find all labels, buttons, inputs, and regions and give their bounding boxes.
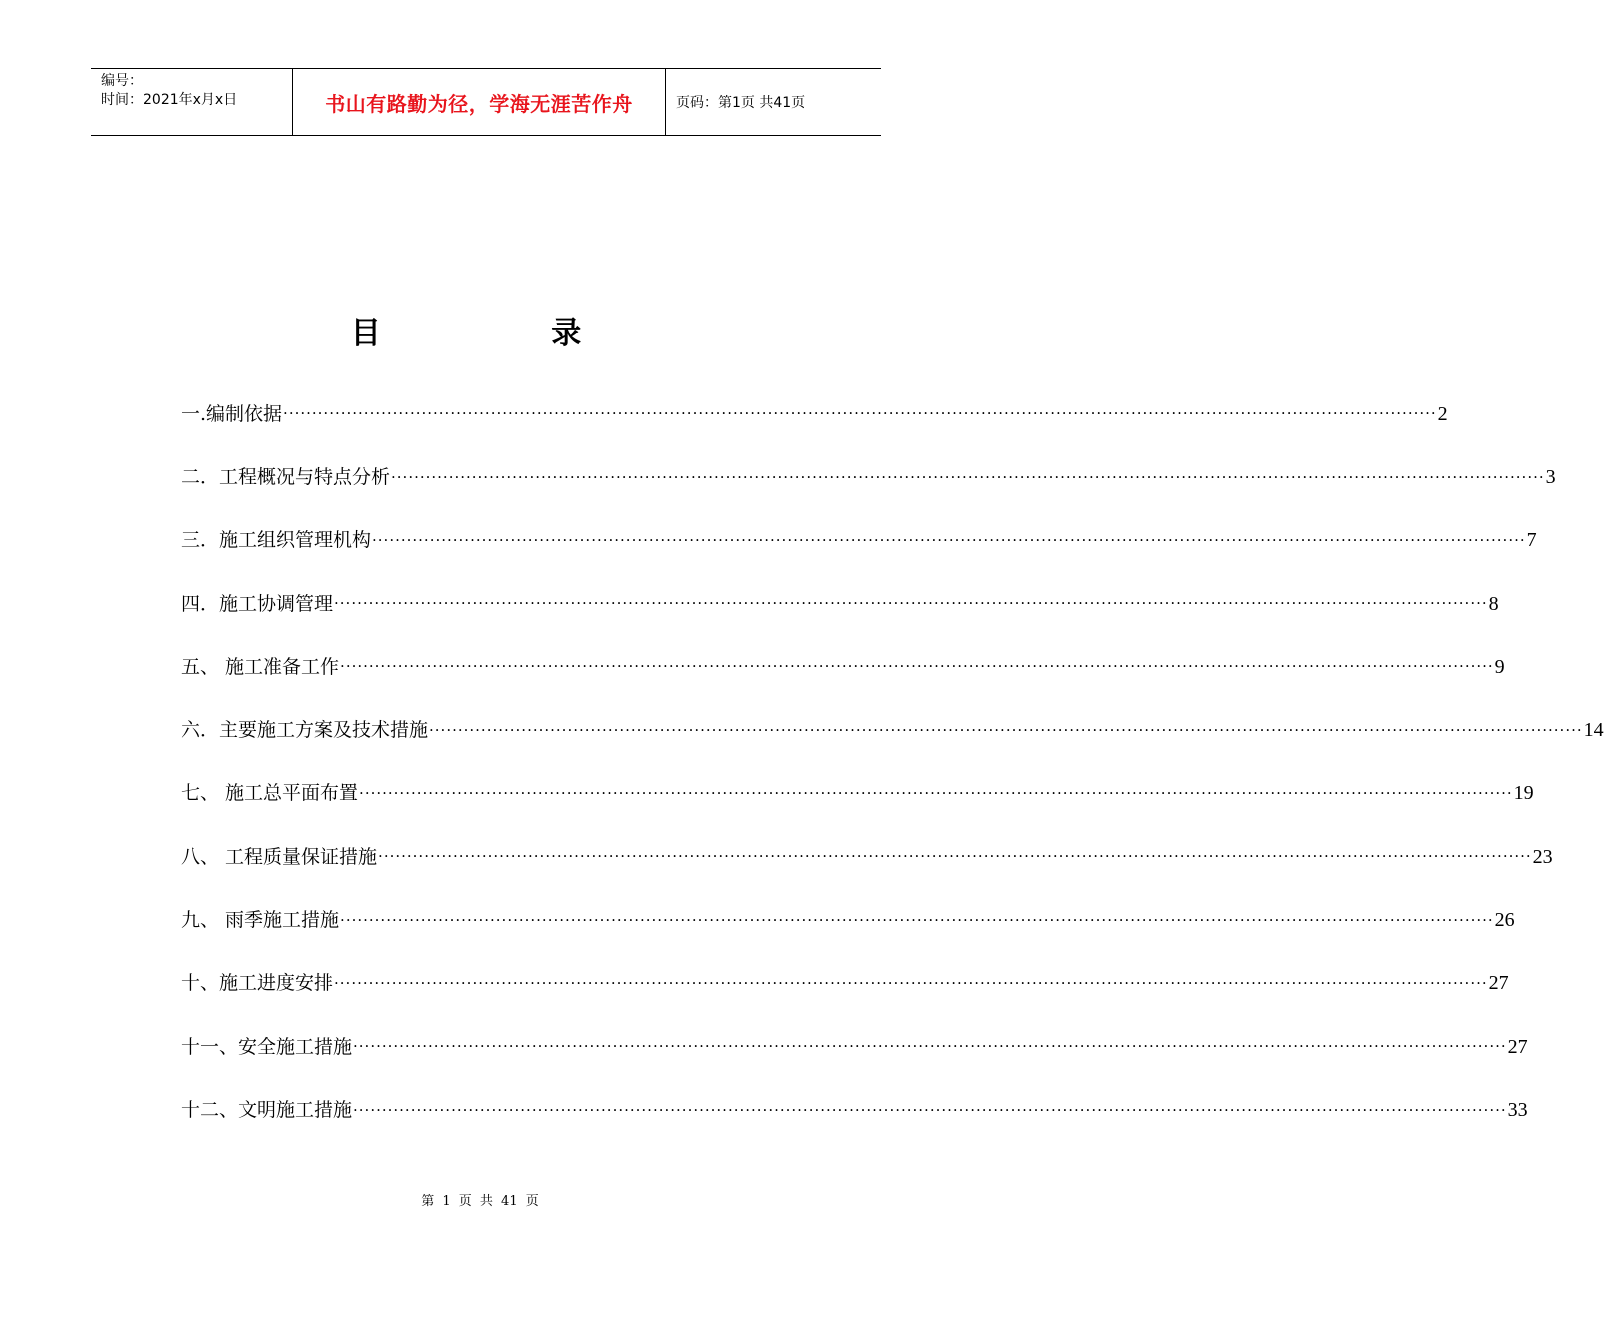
toc-entry[interactable] (181, 445, 1556, 508)
toc-entry-page: 26 (1494, 909, 1515, 932)
table-of-contents (181, 382, 1604, 1142)
toc-entry[interactable] (181, 888, 1515, 951)
toc-entry-label: 一.编制依据 (181, 402, 283, 425)
toc-entry-label: 七、 施工总平面布置 (181, 782, 359, 805)
toc-entry[interactable] (181, 635, 1505, 698)
toc-entry[interactable] (181, 825, 1553, 888)
toc-entry-label: 四．施工协调管理 (181, 592, 334, 615)
dot-leader: ........................................................................................................................................................................................................ (429, 716, 1583, 735)
toc-entry-label: 三．施工组织管理机构 (181, 529, 372, 552)
toc-entry[interactable] (181, 509, 1537, 572)
dot-leader: ........................................................................................................................................................................................................ (283, 400, 1437, 419)
toc-entry-page: 7 (1526, 529, 1537, 552)
dot-leader: ........................................................................................................................................................................................................ (334, 590, 1488, 609)
header-meta-cell (91, 69, 293, 135)
toc-title: 目 录 (350, 316, 662, 351)
toc-entry-label: 十二、文明施工措施 (181, 1098, 353, 1121)
toc-entry-page: 33 (1507, 1098, 1528, 1121)
dot-leader: ........................................................................................................................................................................................................ (378, 843, 1532, 862)
toc-entry-page: 3 (1545, 465, 1556, 488)
toc-entry-label: 十一、安全施工措施 (181, 1035, 353, 1058)
header-page-info: 页码：第1页 共41页 (676, 95, 806, 111)
dot-leader: ........................................................................................................................................................................................................ (353, 1033, 1507, 1052)
motto-text: 书山有路勤为径，学海无涯苦作舟 (325, 91, 633, 116)
page-footer: 第 1 页 共 41 页 (421, 1194, 539, 1209)
toc-entry[interactable] (181, 1015, 1528, 1078)
toc-entry-label: 八、 工程质量保证措施 (181, 845, 378, 868)
toc-entry-page: 27 (1507, 1035, 1528, 1058)
header-page-cell (666, 69, 881, 135)
toc-entry-label: 五、 施工准备工作 (181, 655, 340, 678)
toc-entry[interactable] (181, 382, 1448, 445)
header-motto-cell (293, 69, 666, 135)
toc-entry-label: 二．工程概况与特点分析 (181, 465, 391, 488)
dot-leader: ........................................................................................................................................................................................................ (340, 906, 1494, 925)
toc-entry-page: 23 (1532, 845, 1553, 868)
toc-entry[interactable] (181, 952, 1509, 1015)
toc-entry[interactable] (181, 1078, 1528, 1141)
page-header (91, 68, 881, 136)
dot-leader: ........................................................................................................................................................................................................ (334, 969, 1488, 988)
toc-entry-page: 14 (1583, 719, 1604, 742)
dot-leader: ........................................................................................................................................................................................................ (359, 780, 1513, 799)
dot-leader: ........................................................................................................................................................................................................ (391, 463, 1545, 482)
toc-entry-page: 2 (1437, 402, 1448, 425)
toc-entry-page: 19 (1513, 782, 1534, 805)
toc-entry[interactable] (181, 572, 1499, 635)
dot-leader: ........................................................................................................................................................................................................ (372, 526, 1526, 545)
dot-leader: ........................................................................................................................................................................................................ (340, 653, 1494, 672)
toc-entry-page: 9 (1494, 655, 1505, 678)
toc-entry[interactable] (181, 762, 1534, 825)
toc-entry-label: 十、施工进度安排 (181, 972, 334, 995)
toc-entry-page: 8 (1488, 592, 1499, 615)
time-label: 时间：2021年x月x日 (101, 92, 238, 108)
serial-label: 编号： (101, 73, 143, 89)
toc-entry-label: 九、 雨季施工措施 (181, 909, 340, 932)
toc-entry-label: 六．主要施工方案及技术措施 (181, 719, 429, 742)
toc-entry[interactable] (181, 698, 1604, 761)
toc-entry-page: 27 (1488, 972, 1509, 995)
dot-leader: ........................................................................................................................................................................................................ (353, 1096, 1507, 1115)
